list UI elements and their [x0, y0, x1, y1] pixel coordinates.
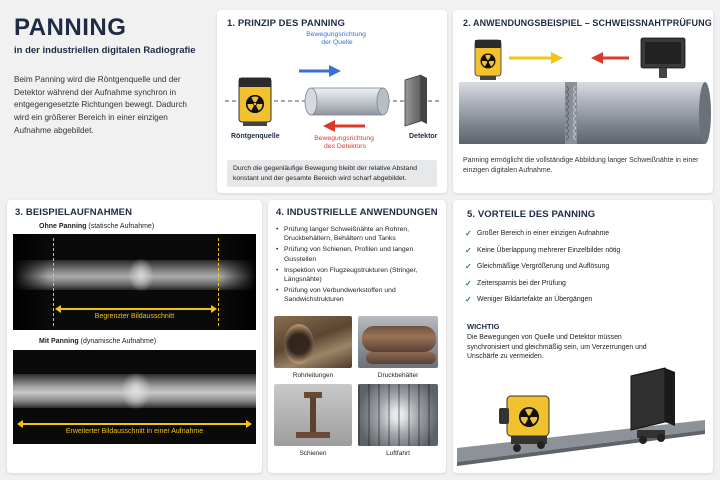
list-item: ✓ Großer Bereich in einer einzigen Aufnahme: [465, 229, 610, 238]
pan-range-label: Erweiterter Bildausschnitt in einer Aufnahme: [65, 428, 204, 435]
static-range-label: Begrenzter Bildausschnitt: [94, 313, 175, 320]
arrow-right-icon: [509, 52, 563, 64]
principle-diagram: [217, 28, 447, 173]
pan-range-arrow: [21, 423, 248, 425]
list-item: • Inspektion von Flugzeugstrukturen (Stringer, Längsnähte): [276, 266, 442, 284]
apps-list: [276, 225, 442, 306]
check-icon: ✓: [465, 245, 472, 255]
check-icon: ✓: [465, 295, 472, 304]
page-subtitle: in der industriellen digitalen Radiografie: [14, 45, 196, 56]
advantages-title: 5. VORTEILE DES PANNING: [467, 209, 596, 220]
list-item: • Prüfung langer Schweißnähte an Rohren, Druckbehältern, Behältern und Tanks: [276, 225, 442, 243]
principle-title: 1. PRINZIP DES PANNING: [227, 18, 345, 29]
pipe-illustration: [453, 32, 713, 162]
scanner-rig-illustration: [453, 360, 713, 472]
static-radiograph: [13, 234, 256, 330]
photo-pressure-vessels: [358, 316, 438, 368]
principle-note: Durch die gegenläufige Bewegung bleibt der relative Abstand konstant und der gesamte Bereich wird scharf abgebildet.: [227, 160, 437, 187]
radiation-icon: [246, 95, 264, 113]
list-item: ✓ Weniger Bildartefakte an Übergängen: [465, 295, 593, 304]
pan-radiograph: [13, 350, 256, 444]
photo-caption: Schienen: [299, 450, 327, 457]
xray-source-icon: [475, 40, 501, 80]
photo-caption: Rohrleitungen: [292, 372, 334, 379]
list-item: ✓ Zeitersparnis bei der Prüfung: [465, 278, 566, 288]
photo-pipelines: [274, 316, 352, 368]
images-panel: [7, 200, 262, 473]
page-title: PANNING: [14, 14, 127, 41]
detector-arrow-label: Bewegungsrichtung des Detektors: [314, 135, 374, 150]
list-item: ✓ Keine Überlappung mehrerer Einzelbilder nötig: [465, 245, 621, 255]
important-title: WICHTIG: [467, 322, 500, 331]
static-range-arrow: [57, 308, 215, 310]
check-icon: ✓: [465, 278, 472, 288]
example-title: 2. ANWENDUNGSBEISPIEL – SCHWEISSNAHTPRÜFUNG: [463, 18, 712, 28]
detector-icon: [405, 75, 427, 126]
list-item: ✓ Gleichmäßige Vergrößerung und Auflösung: [465, 262, 610, 271]
principle-panel: [217, 10, 447, 193]
check-icon: ✓: [465, 262, 472, 271]
pan-caption: Mit Panning (dynamische Aufnahme): [39, 338, 157, 345]
weld-seam: [565, 82, 577, 144]
intro-section: [14, 14, 204, 138]
example-panel: [453, 10, 713, 193]
detector-arrow-icon: [323, 120, 365, 132]
images-title: 3. BEISPIELAUFNAHMEN: [15, 207, 133, 218]
example-caption: Panning ermöglicht die vollständige Abbildung langer Schweißnähte in einer einzigen digitalen Aufnahme.: [463, 157, 699, 174]
source-arrow-label: Bewegungsrichtung der Quelle: [306, 31, 366, 46]
photo-caption: Druckbehälter: [377, 372, 419, 379]
check-icon: ✓: [465, 229, 472, 238]
source-label: Röntgenquelle: [231, 133, 280, 140]
advantages-list: [465, 230, 705, 313]
source-arrow-icon: [299, 65, 341, 77]
list-item: • Prüfung von Verbundwerkstoffen und Sandwichstrukturen: [276, 286, 442, 304]
photo-rails: [274, 384, 352, 446]
photo-aviation: [358, 384, 438, 446]
static-caption: Ohne Panning (statische Aufnahme): [39, 223, 155, 230]
intro-text: Beim Panning wird die Röntgenquelle und der Detektor während der Aufnahme synchron in entgegengesetzte Richtungen bewegt. Dadurch wird ein größerer Bereich in einer einzigen Aufnahme abgebildet.: [14, 75, 187, 135]
apps-title: 4. INDUSTRIELLE ANWENDUNGEN: [276, 207, 438, 218]
important-text: Die Bewegungen von Quelle und Detektor müssen synchronisiert und gleichmäßig sein, um Verzerrungen und Unschärfe zu vermeiden.: [467, 334, 647, 361]
apps-panel: [268, 200, 446, 473]
detector-label: Detektor: [409, 133, 438, 140]
arrow-left-icon: [591, 52, 629, 64]
detector-icon: [641, 38, 685, 78]
photo-caption: Luftfahrt: [386, 450, 410, 457]
list-item: • Prüfung von Schienen, Profilen und langen Gussteilen: [276, 245, 442, 263]
test-object-cylinder: [305, 88, 389, 115]
advantages-panel: [453, 200, 713, 473]
